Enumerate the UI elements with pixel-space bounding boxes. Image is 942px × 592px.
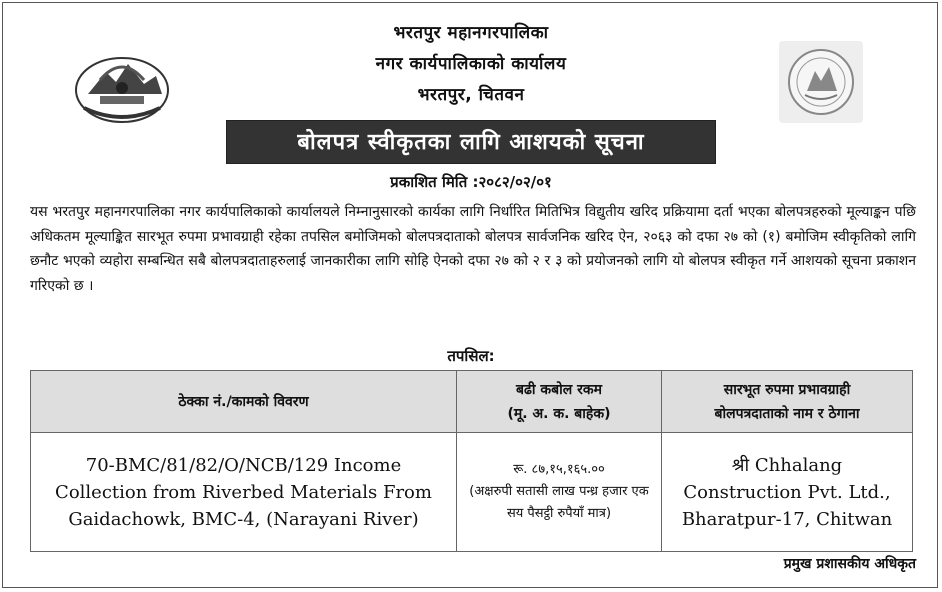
- contract-work-cell: 70-BMC/81/82/O/NCB/129 Income Collection from Riverbed Materials From Gaidachowk, BMC-4, (Narayani River): [31, 433, 457, 552]
- municipality-name: भरतपुर महानगरपालिका: [393, 23, 549, 43]
- bid-amount-figure: रू. ८७,१५,१६५.००: [513, 462, 605, 477]
- header-bidder-line2: बोलपत्रदाताको नाम र ठेगाना: [714, 405, 860, 422]
- header-bid-amount: [457, 371, 662, 433]
- table-header-row: [31, 371, 913, 433]
- table-row: [31, 433, 913, 552]
- header-bidder-line1: सारभूत रुपमा प्रभावग्राही: [723, 381, 851, 398]
- office-name: नगर कार्यपालिकाको कार्यालय: [375, 54, 567, 74]
- header-bid-amount-line1: बढी कबोल रकम: [516, 381, 602, 398]
- header-bidder: [662, 371, 913, 433]
- signatory-title: प्रमुख प्रशासकीय अधिकृत: [783, 556, 916, 572]
- header-contract-work: ठेक्का नं./कामको विवरण: [31, 371, 457, 433]
- office-header: [0, 18, 942, 111]
- header-bid-amount-line2: (मू. अ. क. बाहेक): [507, 405, 611, 422]
- bidder-address: Bharatpur-17, Chitwan: [681, 508, 893, 530]
- notice-body: यस भरतपुर महानगरपालिका नगर कार्यपालिकाको कार्यालयले निम्नानुसारको कार्यका लागि निर्धारित मितिभित्र विद्युतीय खरिद प्रक्रियामा दर्ता भएका बोलपत्रहरुको मूल्याङ्कन पछि अधिकतम मूल्याङ्कित सारभूत रुपमा प्रभावग्राही रहेका तपसिल बमोजिमको बोलपत्रदाताको बोलपत्र सार्वजनिक खरिद ऐन, २०६३ को दफा २७ को (१) बमोजिम स्वीकृतिको लागि छनौट भएको व्यहोरा सम्बन्धित सबै बोलपत्रदाताहरुलाई जानकारीका लागि सोहि ऐनको दफा २७ को २ र ३ को प्रयोजनको लागि यो बोलपत्र स्वीकृत गर्ने आशयको सूचना प्रकाशन गरिएको छ ।: [30, 204, 916, 294]
- bid-amount-words: (अक्षरुपी सतासी लाख पन्ध्र हजार एक सय पैसट्ठी रुपैयाँ मात्र): [469, 484, 649, 521]
- bid-amount-cell: [457, 433, 662, 552]
- office-address: भरतपुर, चितवन: [417, 85, 525, 105]
- schedule-label: तपसिल:: [447, 347, 495, 365]
- bidder-name-line1: श्री Chhalang: [731, 454, 843, 476]
- published-date: प्रकाशित मिति :२०८२/०२/०१: [390, 173, 552, 191]
- award-table: [30, 370, 913, 552]
- notice-title: बोलपत्र स्वीकृतका लागि आशयको सूचना: [226, 120, 716, 164]
- bidder-name-line2: Construction Pvt. Ltd.,: [683, 481, 891, 503]
- bidder-cell: [662, 433, 913, 552]
